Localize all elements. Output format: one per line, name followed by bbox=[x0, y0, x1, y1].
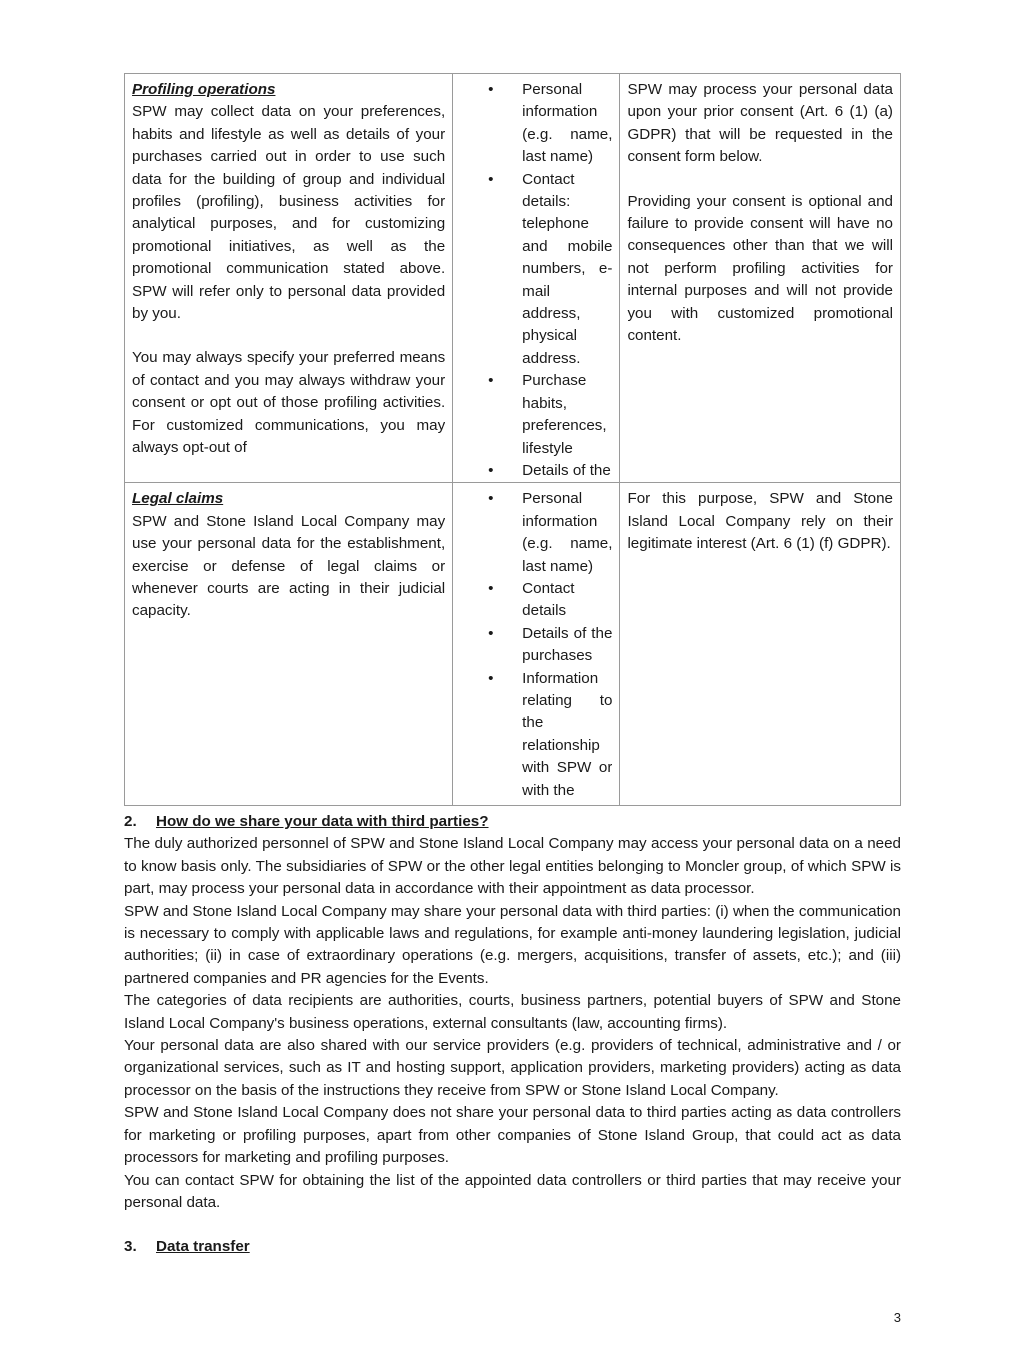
section-heading bbox=[124, 1236, 901, 1258]
bullet-icon: • bbox=[488, 624, 494, 642]
section-2 bbox=[124, 811, 901, 1214]
processing-table bbox=[124, 73, 901, 806]
paragraph: Your personal data are also shared with our service providers (e.g. providers of technical, administrative and / or organizational services, such as IT and hosting support, application providers, marketing providers) acting as data processor on the basis of the instructions they receive from SPW or Stone Island Local Company. bbox=[124, 1037, 901, 1099]
legal-basis-text: Providing your consent is optional and failure to provide consent will have no consequences other than that we will not perform profiling activities for internal purposes and will not provide you with customized promotional content. bbox=[627, 192, 893, 345]
bullet-icon: • bbox=[488, 669, 494, 687]
purpose-text: SPW and Stone Island Local Company may use your personal data for the establishment, exercise or defense of legal claims or whenever courts are acting in their judicial capacity. bbox=[132, 512, 446, 620]
paragraph: SPW and Stone Island Local Company may share your personal data with third parties: (i) when the communication is necessary to comply with applicable laws and regulations, for example anti-money laundering legislation, judicial authorities; (ii) in case of extraordinary operations (e.g. mergers, acquisitions, transfer of assets, etc.); and (iii) partnered companies and PR agencies for the Events. bbox=[124, 902, 901, 987]
bullet-icon: • bbox=[488, 579, 494, 597]
paragraph: SPW and Stone Island Local Company does not share your personal data to third parties acting as data controllers for marketing or profiling purposes, apart from other companies of Stone Island Group, that could act as data processors for marketing and profiling purposes. bbox=[124, 1104, 901, 1167]
page-number: 3 bbox=[893, 1310, 901, 1325]
paragraph: The duly authorized personnel of SPW and Stone Island Local Company may access your personal data on a need to know basis only. The subsidiaries of SPW or the other legal entities belonging to Moncler group, of which SPW is part, may process your personal data in accordance with their appointment as data processor. bbox=[124, 835, 901, 898]
list-item: • Information relating to the relationship with SPW or with the bbox=[488, 669, 613, 799]
purpose-cell bbox=[125, 74, 453, 483]
paragraph: The categories of data recipients are authorities, courts, business partners, potential buyers of SPW and Stone Island Local Company's business operations, external consultants (law, accounting firms). bbox=[124, 992, 901, 1032]
legal-basis-text: SPW may process your personal data upon your prior consent (Art. 6 (1) (a) GDPR) that will be requested in the consent form below. bbox=[627, 81, 893, 166]
purpose-cell bbox=[125, 483, 453, 806]
list-item: • Details of the bbox=[460, 460, 612, 482]
bullet-icon: • bbox=[488, 372, 494, 390]
data-categories-list bbox=[460, 488, 612, 802]
purpose-text: You may always specify your preferred means of contact and you may always withdraw your consent or opt out of those profiling activities. For customized communications, you may always opt-out of bbox=[132, 349, 446, 457]
legal-basis-cell bbox=[620, 483, 901, 806]
list-item: • Details of the purchases bbox=[488, 624, 613, 665]
list-item: • Purchase habits, preferences, lifestyle bbox=[488, 372, 607, 457]
list-item: • Contact details bbox=[488, 579, 575, 620]
bullet-icon: • bbox=[488, 170, 494, 188]
bullet-icon: • bbox=[488, 490, 494, 508]
purpose-text: SPW may collect data on your preferences, habits and lifestyle as well as details of your purchases carried out in order to use such data for the building of group and individual profiles (profiling), business activities for analytical purposes, and for customizing promotional initiatives, as well as the promotional communication stated above. SPW will refer only to personal data provided by you. bbox=[132, 103, 446, 323]
section-3 bbox=[124, 1236, 901, 1258]
section-title: How do we share your data with third parties? bbox=[156, 813, 489, 830]
list-item: • Personal information (e.g. name, last name) bbox=[488, 490, 613, 575]
table-row bbox=[125, 483, 901, 806]
list-item: • Personal information (e.g. name, last name) bbox=[488, 81, 613, 166]
data-categories-cell bbox=[453, 74, 620, 483]
section-title: Data transfer bbox=[156, 1238, 250, 1255]
legal-basis-cell bbox=[620, 74, 901, 483]
bullet-icon: • bbox=[488, 461, 494, 479]
data-categories-list bbox=[460, 79, 612, 482]
section-heading bbox=[124, 811, 901, 833]
bullet-icon: • bbox=[488, 81, 494, 98]
purpose-title: Legal claims bbox=[132, 490, 224, 508]
section-number: 3. bbox=[124, 1238, 137, 1255]
data-categories-cell bbox=[453, 483, 620, 806]
list-item: • Contact details: telephone and mobile numbers, e-mail address, physical address. bbox=[488, 170, 613, 367]
paragraph: You can contact SPW for obtaining the list of the appointed data controllers or third parties that may receive your personal data. bbox=[124, 1171, 901, 1211]
purpose-title: Profiling operations bbox=[132, 81, 276, 98]
section-number: 2. bbox=[124, 813, 137, 830]
legal-basis-text: For this purpose, SPW and Stone Island Local Company rely on their legitimate interest (Art. 6 (1) (f) GDPR). bbox=[627, 490, 893, 553]
table-row bbox=[125, 74, 901, 483]
